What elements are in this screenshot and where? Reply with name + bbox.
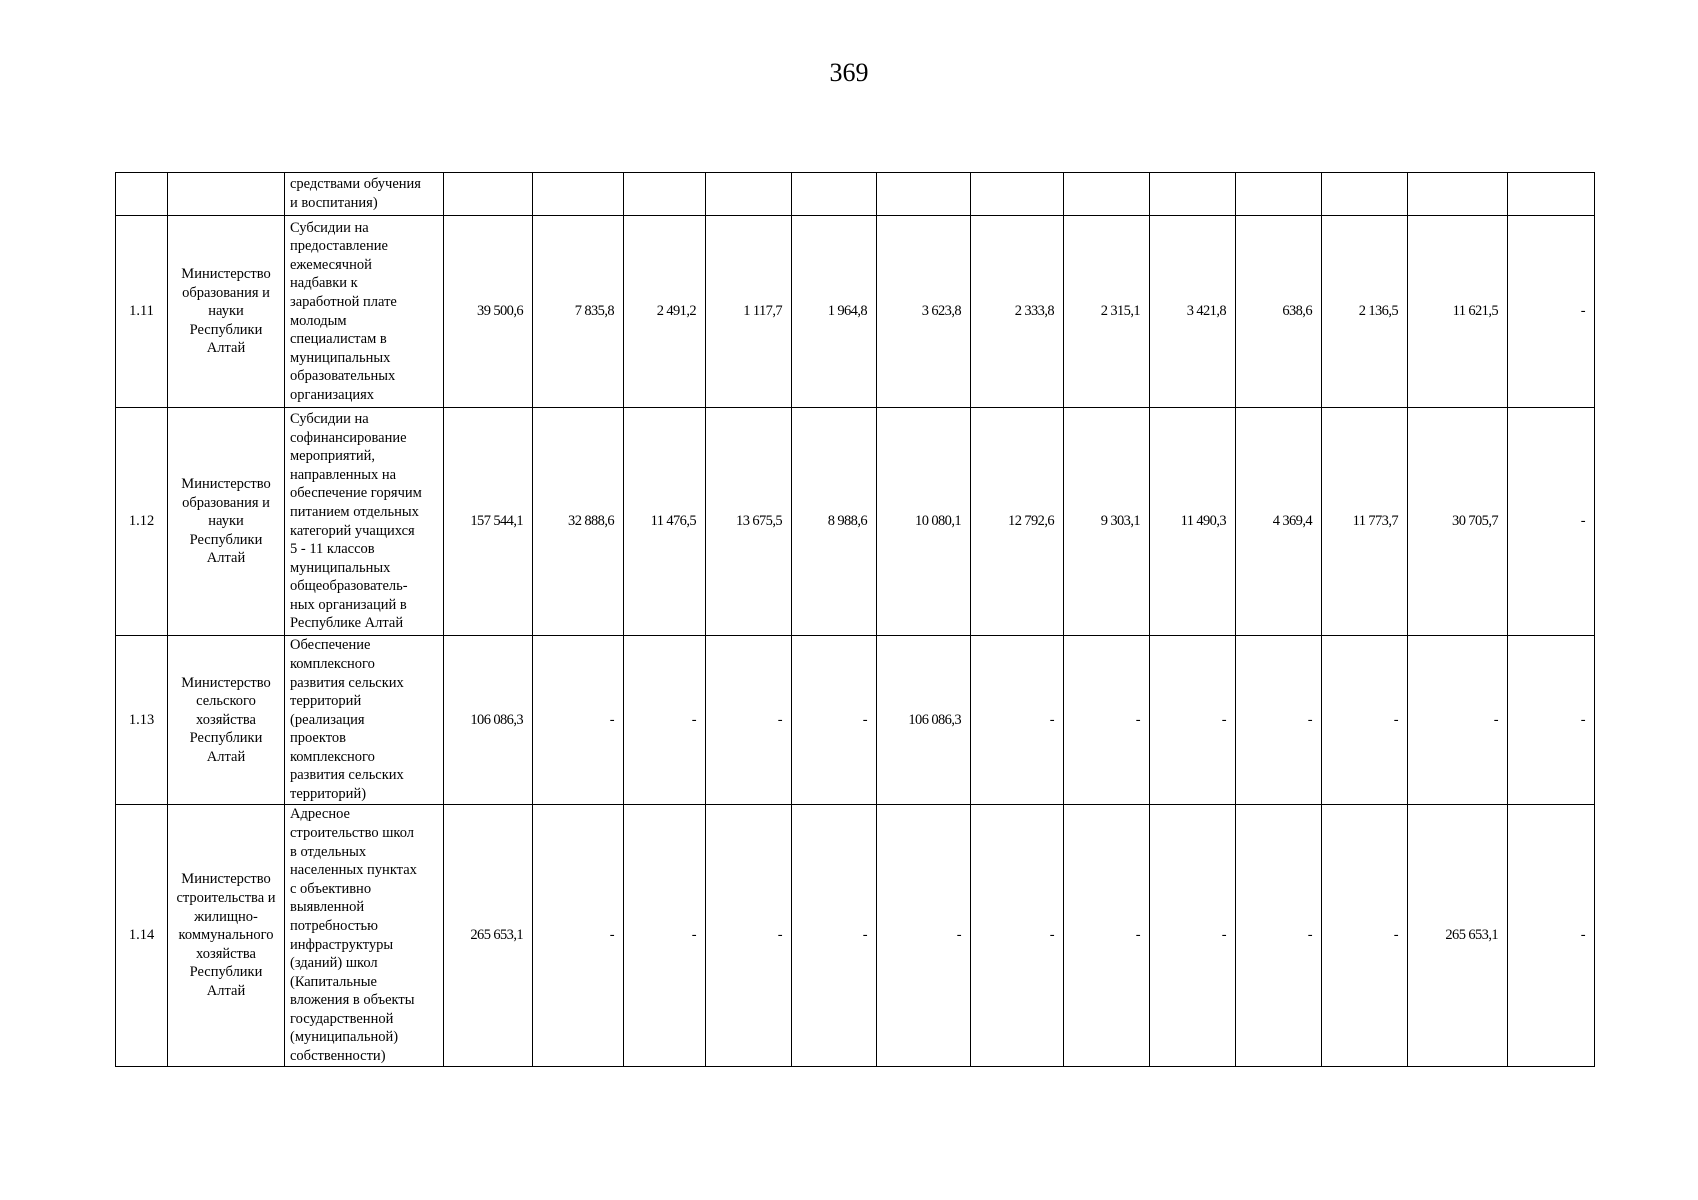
description-line: муниципальных — [290, 349, 391, 366]
description-line: Адресное — [290, 806, 350, 823]
value-cell: - — [706, 805, 792, 1067]
description-line: ежемесячной — [290, 256, 372, 273]
value-cell: 7 835,8 — [533, 216, 624, 408]
value-cell: 106 086,3 — [444, 636, 533, 805]
value-cell — [792, 173, 877, 216]
table-row — [116, 173, 1595, 216]
page-number: 369 — [829, 58, 869, 87]
description-line: в отдельных — [290, 843, 367, 860]
org-line: Министерство — [181, 674, 271, 691]
value-cell: 12 792,6 — [971, 408, 1064, 636]
row-number-cell: 1.11 — [116, 216, 168, 408]
table-row — [116, 805, 1595, 1067]
responsible-org-cell — [168, 408, 285, 636]
description-line: Субсидии на — [290, 410, 369, 427]
value-cell: 30 705,7 — [1408, 408, 1508, 636]
description-line: комплексного — [290, 655, 375, 672]
description-line: вложения в объекты — [290, 992, 415, 1009]
value-cell: - — [1322, 636, 1408, 805]
responsible-org-cell — [168, 805, 285, 1067]
org-line: Алтай — [206, 550, 246, 567]
value-cell: - — [1236, 805, 1322, 1067]
value-cell: 11 476,5 — [624, 408, 706, 636]
description-line: организациях — [290, 386, 375, 403]
value-cell: 2 315,1 — [1064, 216, 1150, 408]
value-cell: - — [1064, 636, 1150, 805]
value-cell — [624, 173, 706, 216]
value-cell: - — [971, 805, 1064, 1067]
description-line: (реализация — [290, 711, 365, 728]
description-line: проектов — [290, 730, 346, 747]
responsible-org-cell — [168, 636, 285, 805]
description-line: питанием отдельных — [290, 503, 419, 520]
description-line: выявленной — [290, 899, 365, 916]
row-number-cell — [116, 173, 168, 216]
description-cell — [285, 173, 444, 216]
value-cell: 9 303,1 — [1064, 408, 1150, 636]
value-cell: 1 117,7 — [706, 216, 792, 408]
value-cell — [1150, 173, 1236, 216]
description-line: потребностью — [290, 917, 378, 934]
description-line: комплексного — [290, 748, 375, 765]
description-line: категорий учащихся — [290, 522, 415, 539]
table-row — [116, 216, 1595, 408]
description-line: Республике Алтай — [290, 615, 404, 632]
description-line: софинансирование — [290, 429, 407, 446]
value-cell: 2 333,8 — [971, 216, 1064, 408]
value-cell — [1408, 173, 1508, 216]
value-cell: 265 653,1 — [444, 805, 533, 1067]
description-cell — [285, 636, 444, 805]
description-line: развития сельских — [290, 767, 404, 784]
description-line: специалистам в — [290, 331, 387, 348]
value-cell: - — [706, 636, 792, 805]
row-number-cell: 1.14 — [116, 805, 168, 1067]
value-cell: - — [1236, 636, 1322, 805]
responsible-org-cell — [168, 216, 285, 408]
description-line: направленных на — [290, 466, 397, 483]
value-cell — [706, 173, 792, 216]
description-line: предоставление — [290, 238, 388, 255]
org-line: Министерство — [181, 871, 271, 888]
value-cell: 11 490,3 — [1150, 408, 1236, 636]
value-cell: 10 080,1 — [877, 408, 971, 636]
org-line: науки — [208, 303, 244, 320]
description-line: территорий — [290, 693, 362, 710]
org-line: хозяйства — [196, 945, 256, 962]
value-cell: 11 773,7 — [1322, 408, 1408, 636]
row-number-cell: 1.12 — [116, 408, 168, 636]
description-line: образовательных — [290, 368, 396, 385]
org-line: жилищно- — [194, 908, 258, 925]
value-cell: - — [971, 636, 1064, 805]
org-line: Министерство — [181, 266, 271, 283]
value-cell: - — [1508, 408, 1595, 636]
value-cell — [877, 173, 971, 216]
org-line: Алтай — [206, 748, 246, 765]
value-cell: 157 544,1 — [444, 408, 533, 636]
org-line: Республики — [189, 321, 263, 338]
description-line: (Капитальные — [290, 973, 377, 990]
value-cell: 2 491,2 — [624, 216, 706, 408]
value-cell: - — [1150, 805, 1236, 1067]
description-line: (зданий) школ — [290, 955, 378, 972]
value-cell: 8 988,6 — [792, 408, 877, 636]
value-cell: 265 653,1 — [1408, 805, 1508, 1067]
description-line: населенных пунктах — [290, 862, 417, 879]
description-line: молодым — [290, 312, 347, 329]
table-row — [116, 636, 1595, 805]
description-line: развития сельских — [290, 674, 404, 691]
value-cell: 638,6 — [1236, 216, 1322, 408]
value-cell: - — [533, 636, 624, 805]
description-line: и воспитания) — [290, 195, 378, 211]
org-line: Республики — [189, 964, 263, 981]
value-cell: 13 675,5 — [706, 408, 792, 636]
value-cell: - — [1508, 636, 1595, 805]
value-cell — [1508, 173, 1595, 216]
budget-table — [115, 172, 1595, 1067]
value-cell: 39 500,6 — [444, 216, 533, 408]
value-cell: - — [1508, 805, 1595, 1067]
org-line: сельского — [196, 693, 256, 710]
description-line: мероприятий, — [290, 448, 376, 465]
value-cell — [533, 173, 624, 216]
value-cell: - — [1408, 636, 1508, 805]
value-cell: 32 888,6 — [533, 408, 624, 636]
description-line: общеобразователь- — [290, 578, 408, 595]
org-line: Республики — [189, 730, 263, 747]
org-line: Алтай — [206, 340, 246, 357]
value-cell: - — [1322, 805, 1408, 1067]
description-cell — [285, 408, 444, 636]
value-cell: 4 369,4 — [1236, 408, 1322, 636]
value-cell: - — [877, 805, 971, 1067]
value-cell: - — [1150, 636, 1236, 805]
description-line: территорий) — [290, 786, 367, 803]
value-cell — [1236, 173, 1322, 216]
value-cell: 3 623,8 — [877, 216, 971, 408]
description-line: Обеспечение — [290, 637, 371, 654]
description-cell — [285, 805, 444, 1067]
org-line: коммунального — [178, 927, 274, 944]
description-line: собственности) — [290, 1048, 386, 1065]
description-line: государственной — [290, 1010, 394, 1027]
org-line: Министерство — [181, 476, 271, 493]
value-cell — [1064, 173, 1150, 216]
description-line: строительство школ — [290, 824, 414, 841]
org-line: образования и — [182, 284, 270, 301]
description-line: с объективно — [290, 880, 372, 897]
description-line: надбавки к — [290, 275, 358, 292]
value-cell — [1322, 173, 1408, 216]
org-line: образования и — [182, 494, 270, 511]
responsible-org-cell — [168, 173, 285, 216]
description-line: муниципальных — [290, 559, 391, 576]
value-cell: - — [624, 805, 706, 1067]
value-cell — [444, 173, 533, 216]
description-line: заработной плате — [290, 293, 397, 310]
description-cell — [285, 216, 444, 408]
description-line: ных организаций в — [290, 596, 407, 613]
org-line: хозяйства — [196, 711, 256, 728]
org-line: Республики — [189, 531, 263, 548]
value-cell: - — [792, 636, 877, 805]
description-line: Субсидии на — [290, 219, 369, 236]
value-cell: - — [533, 805, 624, 1067]
value-cell: - — [792, 805, 877, 1067]
value-cell — [971, 173, 1064, 216]
org-line: науки — [208, 513, 244, 530]
value-cell: - — [624, 636, 706, 805]
value-cell: 2 136,5 — [1322, 216, 1408, 408]
row-number-cell: 1.13 — [116, 636, 168, 805]
org-line: строительства и — [176, 890, 276, 907]
value-cell: 11 621,5 — [1408, 216, 1508, 408]
description-line: (муниципальной) — [290, 1029, 399, 1046]
table-row — [116, 408, 1595, 636]
value-cell: - — [1064, 805, 1150, 1067]
description-line: обеспечение горячим — [290, 485, 422, 502]
description-line: средствами обучения — [290, 176, 421, 193]
value-cell: - — [1508, 216, 1595, 408]
description-line: 5 - 11 классов — [290, 541, 375, 558]
value-cell: 1 964,8 — [792, 216, 877, 408]
org-line: Алтай — [206, 982, 246, 999]
value-cell: 3 421,8 — [1150, 216, 1236, 408]
description-line: инфраструктуры — [290, 936, 394, 953]
value-cell: 106 086,3 — [877, 636, 971, 805]
